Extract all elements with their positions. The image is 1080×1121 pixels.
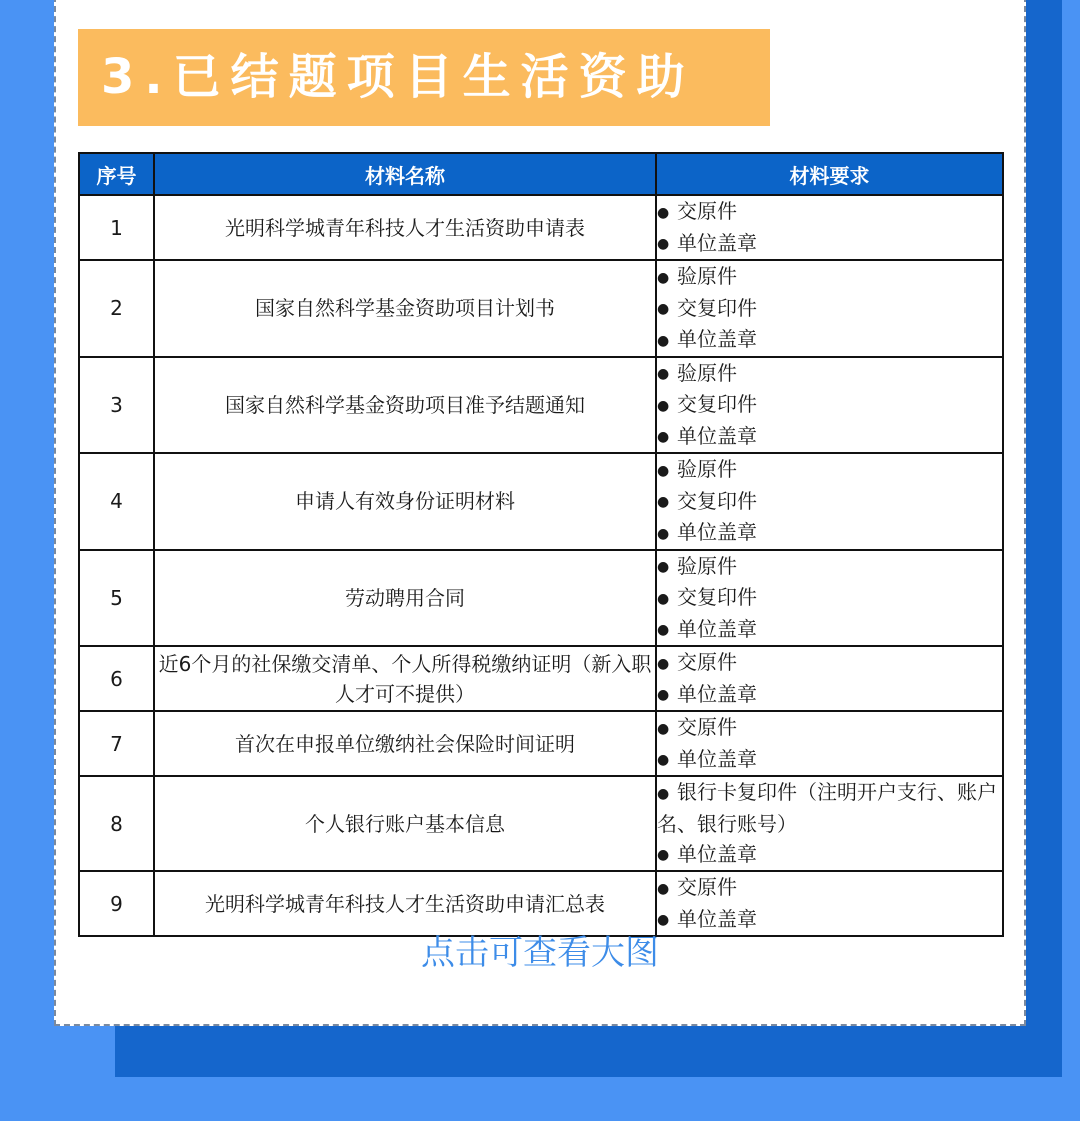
requirement-item (657, 679, 1002, 711)
table-header-row (79, 153, 1003, 195)
row-index: 2 (79, 260, 154, 357)
material-name: 光明科学城青年科技人才生活资助申请表 (154, 195, 656, 260)
material-name: 首次在申报单位缴纳社会保险时间证明 (154, 711, 656, 776)
row-index: 1 (79, 195, 154, 260)
requirement-text: 单位盖章 (677, 520, 757, 544)
requirement-item (657, 228, 1002, 260)
requirement-text: 单位盖章 (677, 841, 757, 866)
requirement-text: 单位盖章 (677, 681, 757, 706)
table-row (79, 711, 1003, 776)
requirement-item (657, 872, 1002, 904)
requirement-text: 单位盖章 (677, 230, 757, 255)
table-body (79, 195, 1003, 936)
requirement-item (657, 551, 1002, 583)
bullet-icon: ● (657, 397, 670, 414)
material-name: 光明科学城青年科技人才生活资助申请汇总表 (154, 871, 656, 936)
bullet-icon: ● (657, 429, 670, 445)
row-index: 5 (79, 550, 154, 647)
requirement-text: 验原件 (677, 553, 737, 578)
header-material-name: 材料名称 (154, 153, 656, 195)
bullet-icon: ● (657, 366, 670, 382)
bullet-icon: ● (657, 204, 670, 221)
material-requirements (656, 357, 1003, 454)
view-large-image-link[interactable]: 点击可查看大图 (421, 933, 659, 973)
table-row (79, 195, 1003, 260)
requirement-text: 单位盖章 (677, 906, 757, 931)
requirement-item (657, 517, 1002, 549)
table-row (79, 357, 1003, 454)
material-name: 国家自然科学基金资助项目准予结题通知 (154, 357, 656, 454)
table-row (79, 871, 1003, 936)
row-index: 3 (79, 357, 154, 454)
material-requirements (656, 550, 1003, 647)
bullet-icon: ● (657, 494, 670, 510)
bullet-icon: ● (657, 720, 670, 737)
table-row (79, 550, 1003, 647)
requirement-text: 单位盖章 (677, 746, 757, 771)
bullet-icon: ● (657, 847, 670, 863)
material-requirements (656, 260, 1003, 357)
row-index: 4 (79, 453, 154, 550)
requirement-item (657, 839, 1002, 871)
row-index: 6 (79, 646, 154, 711)
requirement-item (657, 293, 1002, 325)
bullet-icon: ● (657, 912, 670, 928)
row-index: 9 (79, 871, 154, 936)
bullet-icon: ● (657, 590, 670, 607)
bullet-icon: ● (657, 525, 670, 542)
requirement-text: 验原件 (677, 360, 737, 385)
requirement-text: 交复印件 (677, 392, 757, 416)
requirement-text: 交复印件 (677, 295, 757, 320)
requirement-text: 交原件 (677, 199, 737, 223)
requirement-text: 交原件 (677, 875, 737, 899)
bullet-icon: ● (657, 622, 670, 638)
bullet-icon: ● (657, 559, 670, 575)
requirement-text: 交原件 (677, 650, 737, 674)
requirement-text: 单位盖章 (677, 423, 757, 448)
bullet-icon: ● (657, 236, 670, 252)
header-index: 序号 (79, 153, 154, 195)
header-material-requirement: 材料要求 (656, 153, 1003, 195)
material-name: 个人银行账户基本信息 (154, 776, 656, 871)
bullet-icon: ● (657, 332, 670, 349)
requirement-item (657, 486, 1002, 518)
requirement-text: 交复印件 (677, 585, 757, 609)
row-index: 8 (79, 776, 154, 871)
requirement-item (657, 358, 1002, 390)
material-requirements (656, 871, 1003, 936)
table-row (79, 453, 1003, 550)
material-requirements (656, 711, 1003, 776)
row-index: 7 (79, 711, 154, 776)
requirement-item (657, 614, 1002, 646)
requirement-item (657, 454, 1002, 486)
material-requirements (656, 453, 1003, 550)
requirement-text: 验原件 (677, 457, 737, 481)
requirement-item (657, 647, 1002, 679)
material-requirements (656, 776, 1003, 871)
material-name: 劳动聘用合同 (154, 550, 656, 647)
bullet-icon: ● (657, 301, 670, 317)
table-row (79, 776, 1003, 871)
requirement-text: 单位盖章 (677, 616, 757, 641)
table-row (79, 260, 1003, 357)
section-title: 3.已结题项目生活资助 (101, 49, 695, 105)
requirement-text: 交复印件 (677, 488, 757, 513)
material-name: 近6个月的社保缴交清单、个人所得税缴纳证明（新入职人才可不提供） (154, 646, 656, 711)
requirement-item (657, 389, 1002, 421)
bullet-icon: ● (657, 269, 670, 286)
materials-table (78, 152, 1004, 937)
table-row (79, 646, 1003, 711)
bullet-icon: ● (657, 687, 670, 703)
requirement-item (657, 712, 1002, 744)
bullet-icon: ● (657, 785, 670, 802)
requirement-text: 交原件 (677, 715, 737, 739)
requirement-item (657, 582, 1002, 614)
bullet-icon: ● (657, 752, 670, 768)
requirement-text: 单位盖章 (677, 327, 757, 351)
material-name: 国家自然科学基金资助项目计划书 (154, 260, 656, 357)
bullet-icon: ● (657, 655, 670, 672)
material-requirements (656, 646, 1003, 711)
material-name: 申请人有效身份证明材料 (154, 453, 656, 550)
requirement-item (657, 196, 1002, 228)
requirement-item (657, 744, 1002, 776)
requirement-item (657, 777, 1002, 839)
requirement-item (657, 421, 1002, 453)
requirement-item (657, 261, 1002, 293)
requirement-text: 银行卡复印件（注明开户支行、账户名、银行账号） (657, 780, 997, 836)
requirement-text: 验原件 (677, 264, 737, 288)
material-requirements (656, 195, 1003, 260)
bullet-icon: ● (657, 462, 670, 479)
bullet-icon: ● (657, 880, 670, 897)
requirement-item (657, 324, 1002, 356)
